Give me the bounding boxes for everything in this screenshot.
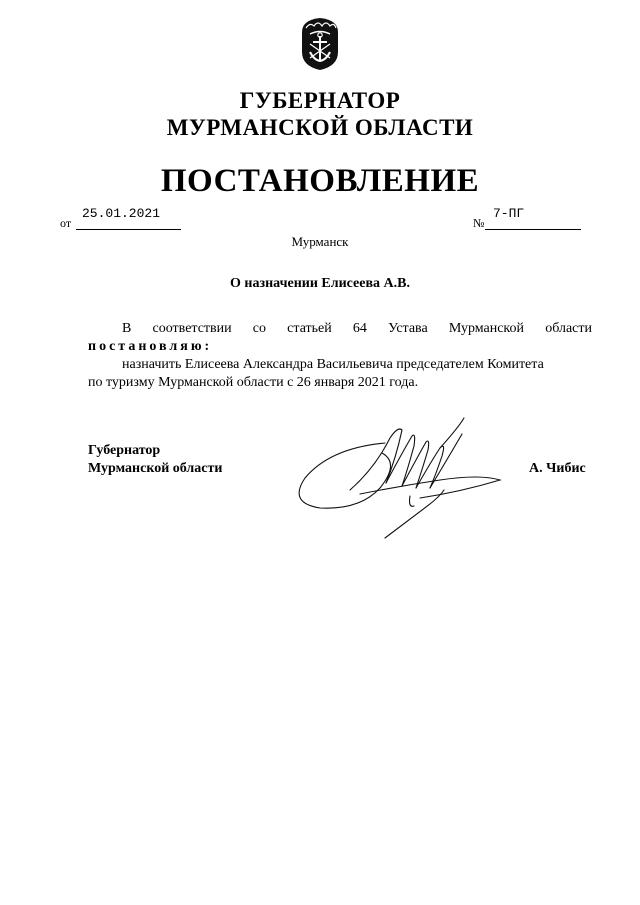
document-type-title: ПОСТАНОВЛЕНИЕ bbox=[160, 163, 480, 199]
coat-of-arms-icon bbox=[296, 14, 344, 72]
date-label: от bbox=[60, 216, 72, 230]
signatory-name: А. Чибис bbox=[529, 461, 586, 476]
document-city: Мурманск bbox=[291, 234, 349, 249]
issuer-title-line2: МУРМАНСКОЙ ОБЛАСТИ bbox=[166, 115, 474, 140]
signature-icon bbox=[290, 408, 510, 553]
document-date: 25.01.2021 bbox=[76, 203, 181, 230]
body-resolves: постановляю: bbox=[88, 339, 213, 354]
signatory-position-line2: Мурманской области bbox=[88, 461, 223, 476]
document-number: 7-ПГ bbox=[485, 203, 581, 230]
number-label: № bbox=[473, 216, 485, 230]
body-paragraph-line4: по туризму Мурманской области с 26 января 2021 года. bbox=[88, 375, 419, 390]
document-subject: О назначении Елисеева А.В. bbox=[230, 276, 410, 291]
body-paragraph-line3: назначить Елисеева Александра Васильевича председателем Комитета bbox=[122, 357, 544, 372]
body-paragraph-line1: В соответствии со статьей 64 Устава Мурманской области bbox=[122, 321, 592, 336]
signatory-position-line1: Губернатор bbox=[88, 443, 161, 458]
issuer-title-line1: ГУБЕРНАТОР bbox=[239, 88, 401, 113]
